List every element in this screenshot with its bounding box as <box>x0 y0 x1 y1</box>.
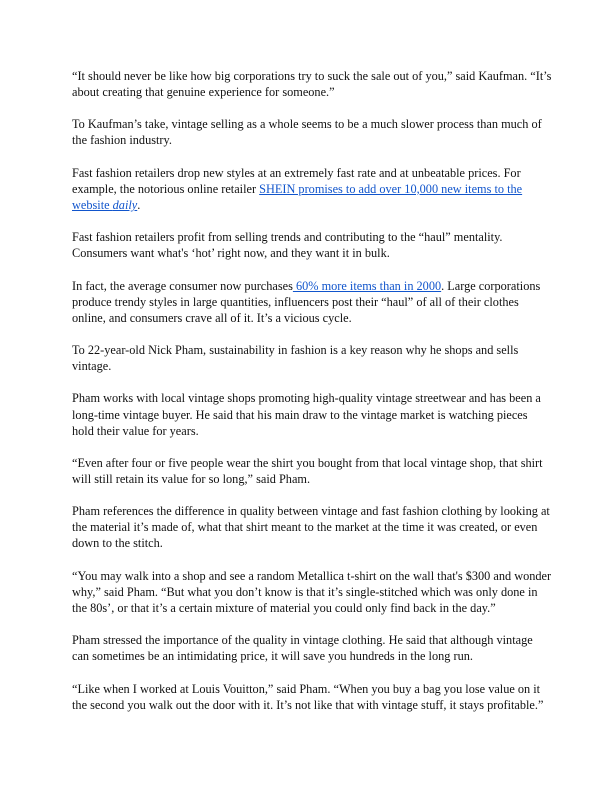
sixty-percent-link[interactable]: 60% more items than in 2000 <box>292 278 442 293</box>
paragraph-kaufman-take <box>72 116 542 148</box>
text-line: “Like when I worked at Louis Vouitton,” said Pham. “When you buy a bag you lose value on it <box>72 681 541 696</box>
text-line: online, and consumers crave all of it. It’s a vicious cycle. <box>72 310 352 325</box>
text-segment: In fact, the average consumer now purchases <box>72 278 293 293</box>
text-line: will still retain its value for so long,” said Pham. <box>72 472 311 486</box>
text-line: “It should never be like how big corporations try to suck the sale out of you,” said Kaufman. “It’s <box>72 69 552 83</box>
text-line: the second you walk out the door with it. It’s not like that with vintage stuff, it stays profitable.” <box>72 697 544 712</box>
text-line <box>72 197 542 213</box>
link-text-italic: daily <box>112 197 138 212</box>
text-line: about creating that genuine experience for someone.” <box>72 85 335 100</box>
text-line: Fast fashion retailers drop new styles at an extremely fast rate and at unbeatable prices. For <box>72 165 521 180</box>
text-line: “You may walk into a shop and see a random Metallica t-shirt on the wall that's $300 and wonder <box>72 568 552 583</box>
text-line: why,” said Pham. “But what you don’t know is that it’s single-stitched which was only done in <box>72 584 538 599</box>
text-line: the material it’s made of, what that shirt meant to the market at the time it was created, or even <box>72 520 538 535</box>
paragraph-kaufman-quote <box>72 68 552 100</box>
text-line: can sometimes be an intimidating price, it will save you hundreds in the long run. <box>72 649 473 664</box>
shein-article-link[interactable]: SHEIN promises to add over 10,000 new items to the <box>259 181 523 196</box>
paragraph-metallica-quote <box>72 568 552 616</box>
text-line: Consumers want what's ‘hot’ right now, and they want it in bulk. <box>72 246 390 261</box>
document-page <box>72 68 552 729</box>
shein-article-link-continued[interactable] <box>72 198 137 212</box>
text-line: “Even after four or five people wear the shirt you bought from that local vintage shop, that shirt <box>72 455 543 470</box>
text-line: the 80s’, or that it’s a certain mixture of material you could only find back in the day.” <box>72 600 496 615</box>
paragraph-fast-fashion-retailers <box>72 165 542 213</box>
paragraph-pham-works <box>72 390 542 438</box>
paragraph-quality-difference <box>72 503 550 551</box>
paragraph-average-consumer <box>72 278 542 326</box>
text-line: Pham stressed the importance of the quality in vintage clothing. He said that although vintage <box>72 633 533 648</box>
text-line: produce trendy styles in large quantities, influencers post their “haul” of all of their clothes <box>72 294 519 309</box>
text-line: Fast fashion retailers profit from selling trends and contributing to the “haul” mentality. <box>72 230 503 245</box>
text-segment: example, the notorious online retailer <box>72 181 260 196</box>
paragraph-retain-value-quote <box>72 455 542 487</box>
text-line: Pham references the difference in quality between vintage and fast fashion clothing by looking at <box>72 504 550 519</box>
text-line: Pham works with local vintage shops promoting high-quality vintage streetwear and has been a <box>72 391 541 406</box>
paragraph-nick-pham-intro <box>72 342 542 374</box>
text-line <box>72 278 542 294</box>
text-segment: . <box>137 197 141 212</box>
text-line: the fashion industry. <box>72 133 172 148</box>
text-line: vintage. <box>72 359 112 374</box>
text-line: down to the stitch. <box>72 536 163 551</box>
link-text: website <box>72 197 113 212</box>
text-line: hold their value for years. <box>72 423 199 438</box>
paragraph-louis-vuitton-quote <box>72 681 542 713</box>
paragraph-haul-mentality <box>72 229 542 261</box>
text-segment: . Large corporations <box>441 278 541 293</box>
text-line: To Kaufman’s take, vintage selling as a whole seems to be a much slower process than much of <box>72 117 542 132</box>
paragraph-quality-importance <box>72 632 542 664</box>
text-line: long-time vintage buyer. He said that his main draw to the vintage market is watching pieces <box>72 407 528 422</box>
text-line: To 22-year-old Nick Pham, sustainability in fashion is a key reason why he shops and sells <box>72 343 519 358</box>
text-line <box>72 181 542 197</box>
